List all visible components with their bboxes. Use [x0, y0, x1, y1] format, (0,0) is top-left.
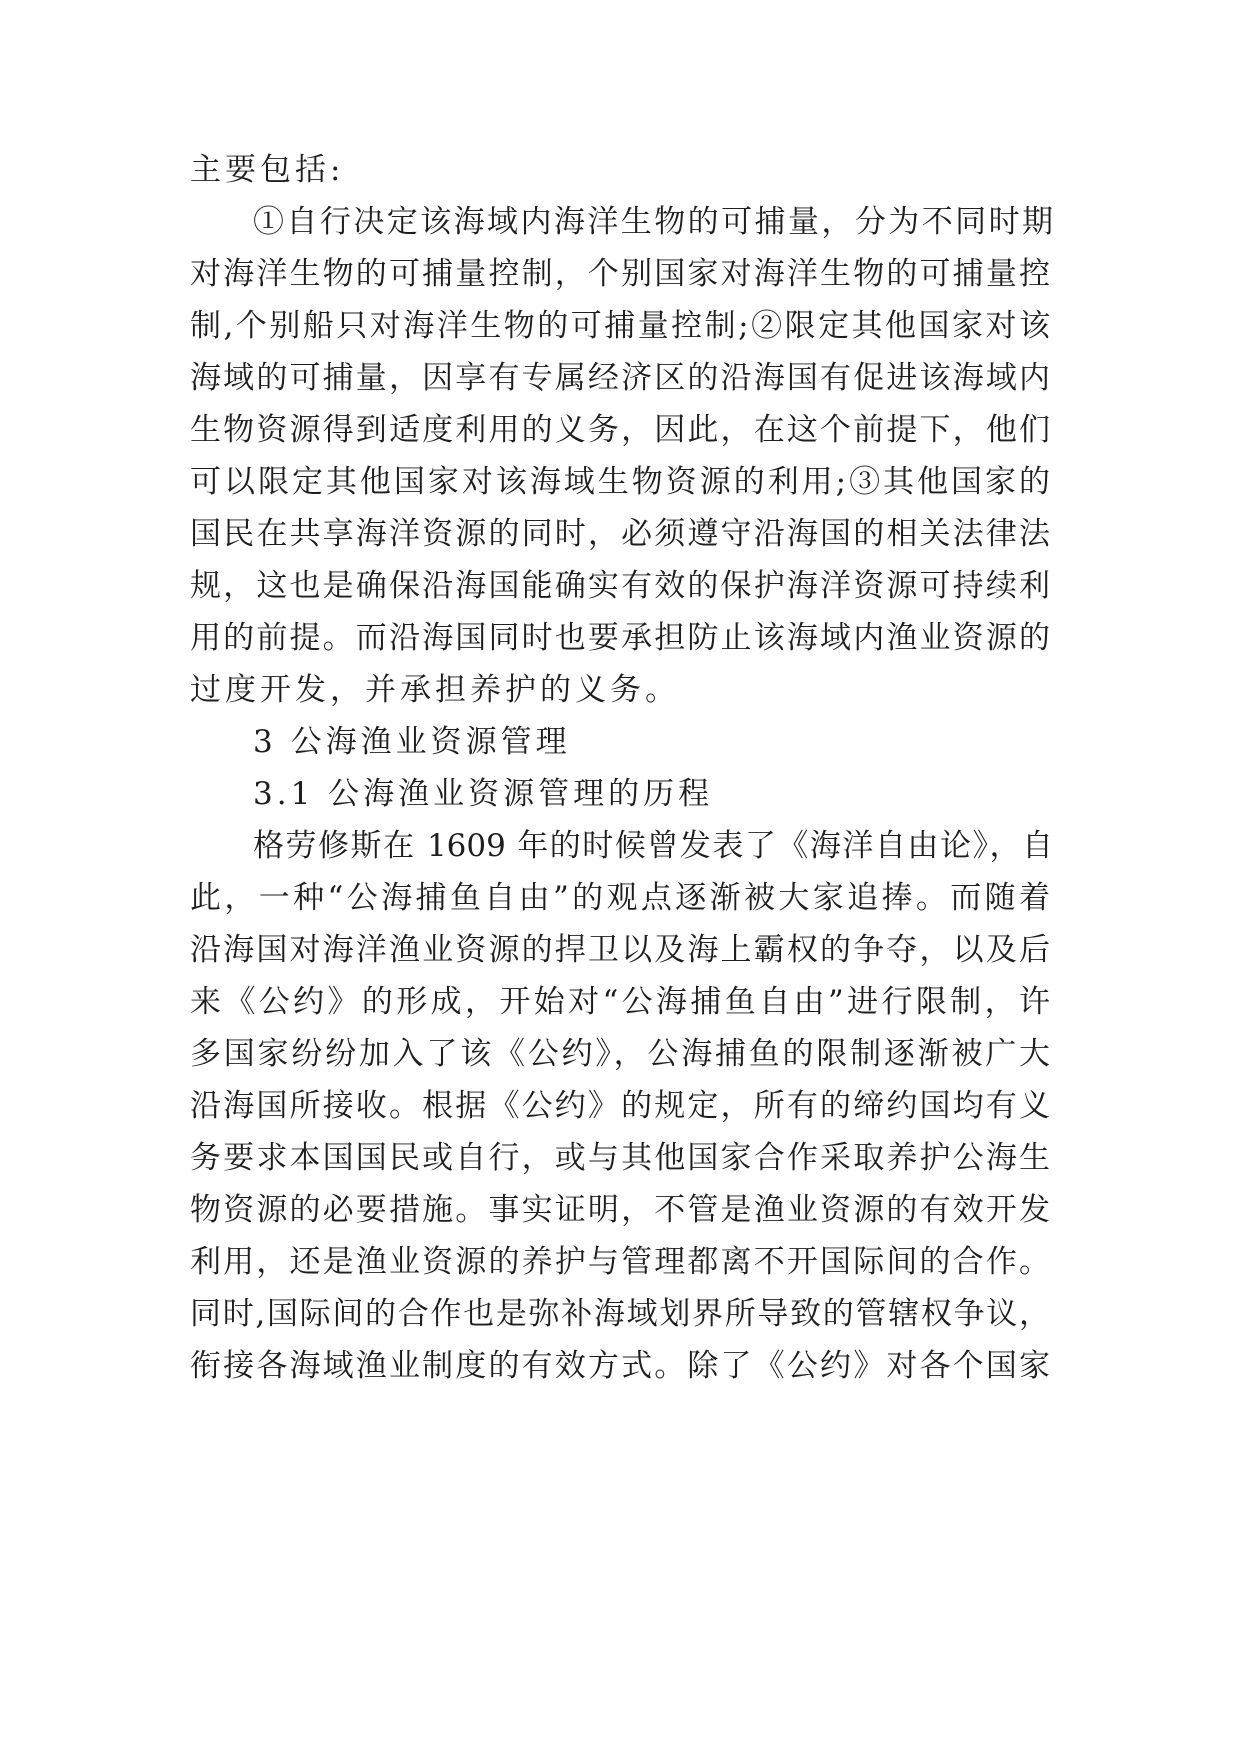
- paragraph-line: 沿海国对海洋渔业资源的捍卫以及海上霸权的争夺，以及后: [190, 932, 1050, 968]
- paragraph-line: 格劳修斯在 1609 年的时候曾发表了《海洋自由论》，自: [253, 828, 1053, 864]
- paragraph-line: 物资源的必要措施。事实证明，不管是渔业资源的有效开发: [190, 1192, 1050, 1228]
- paragraph-line: ①自行决定该海域内海洋生物的可捕量，分为不同时期: [253, 204, 1053, 240]
- paragraph-line: 海域的可捕量，因享有专属经济区的沿海国有促进该海域内: [190, 360, 1050, 396]
- paragraph-line: 衔接各海域渔业制度的有效方式。除了《公约》对各个国家: [190, 1348, 1050, 1384]
- paragraph-line: 沿海国所接收。根据《公约》的规定，所有的缔约国均有义: [190, 1088, 1050, 1124]
- paragraph-line: 利用，还是渔业资源的养护与管理都离不开国际间的合作。: [190, 1244, 1050, 1280]
- text-line: 主要包括:: [190, 152, 345, 188]
- section-heading: 3 公海渔业资源管理: [253, 724, 571, 760]
- paragraph-line: 国民在共享海洋资源的同时，必须遵守沿海国的相关法律法: [190, 516, 1050, 552]
- paragraph-line: 务要求本国国民或自行，或与其他国家合作采取养护公海生: [190, 1140, 1050, 1176]
- paragraph-line: 对海洋生物的可捕量控制，个别国家对海洋生物的可捕量控: [190, 256, 1050, 292]
- paragraph-line: 可以限定其他国家对该海域生物资源的利用;③其他国家的: [190, 464, 1050, 500]
- paragraph-line: 生物资源得到适度利用的义务，因此，在这个前提下，他们: [190, 412, 1050, 448]
- subsection-heading: 3.1 公海渔业资源管理的历程: [253, 776, 714, 812]
- paragraph-line: 此，一种“公海捕鱼自由”的观点逐渐被大家追捧。而随着: [190, 880, 1050, 916]
- paragraph-line: 同时,国际间的合作也是弥补海域划界所导致的管辖权争议，: [190, 1296, 1050, 1332]
- paragraph-line: 制,个别船只对海洋生物的可捕量控制;②限定其他国家对该: [190, 308, 1050, 344]
- paragraph-line: 规，这也是确保沿海国能确实有效的保护海洋资源可持续利: [190, 568, 1050, 604]
- paragraph-last-line: 过度开发，并承担养护的义务。: [190, 672, 680, 708]
- paragraph-line: 来《公约》的形成，开始对“公海捕鱼自由”进行限制，许: [190, 984, 1050, 1020]
- paragraph-line: 用的前提。而沿海国同时也要承担防止该海域内渔业资源的: [190, 620, 1050, 656]
- paragraph-line: 多国家纷纷加入了该《公约》，公海捕鱼的限制逐渐被广大: [190, 1036, 1050, 1072]
